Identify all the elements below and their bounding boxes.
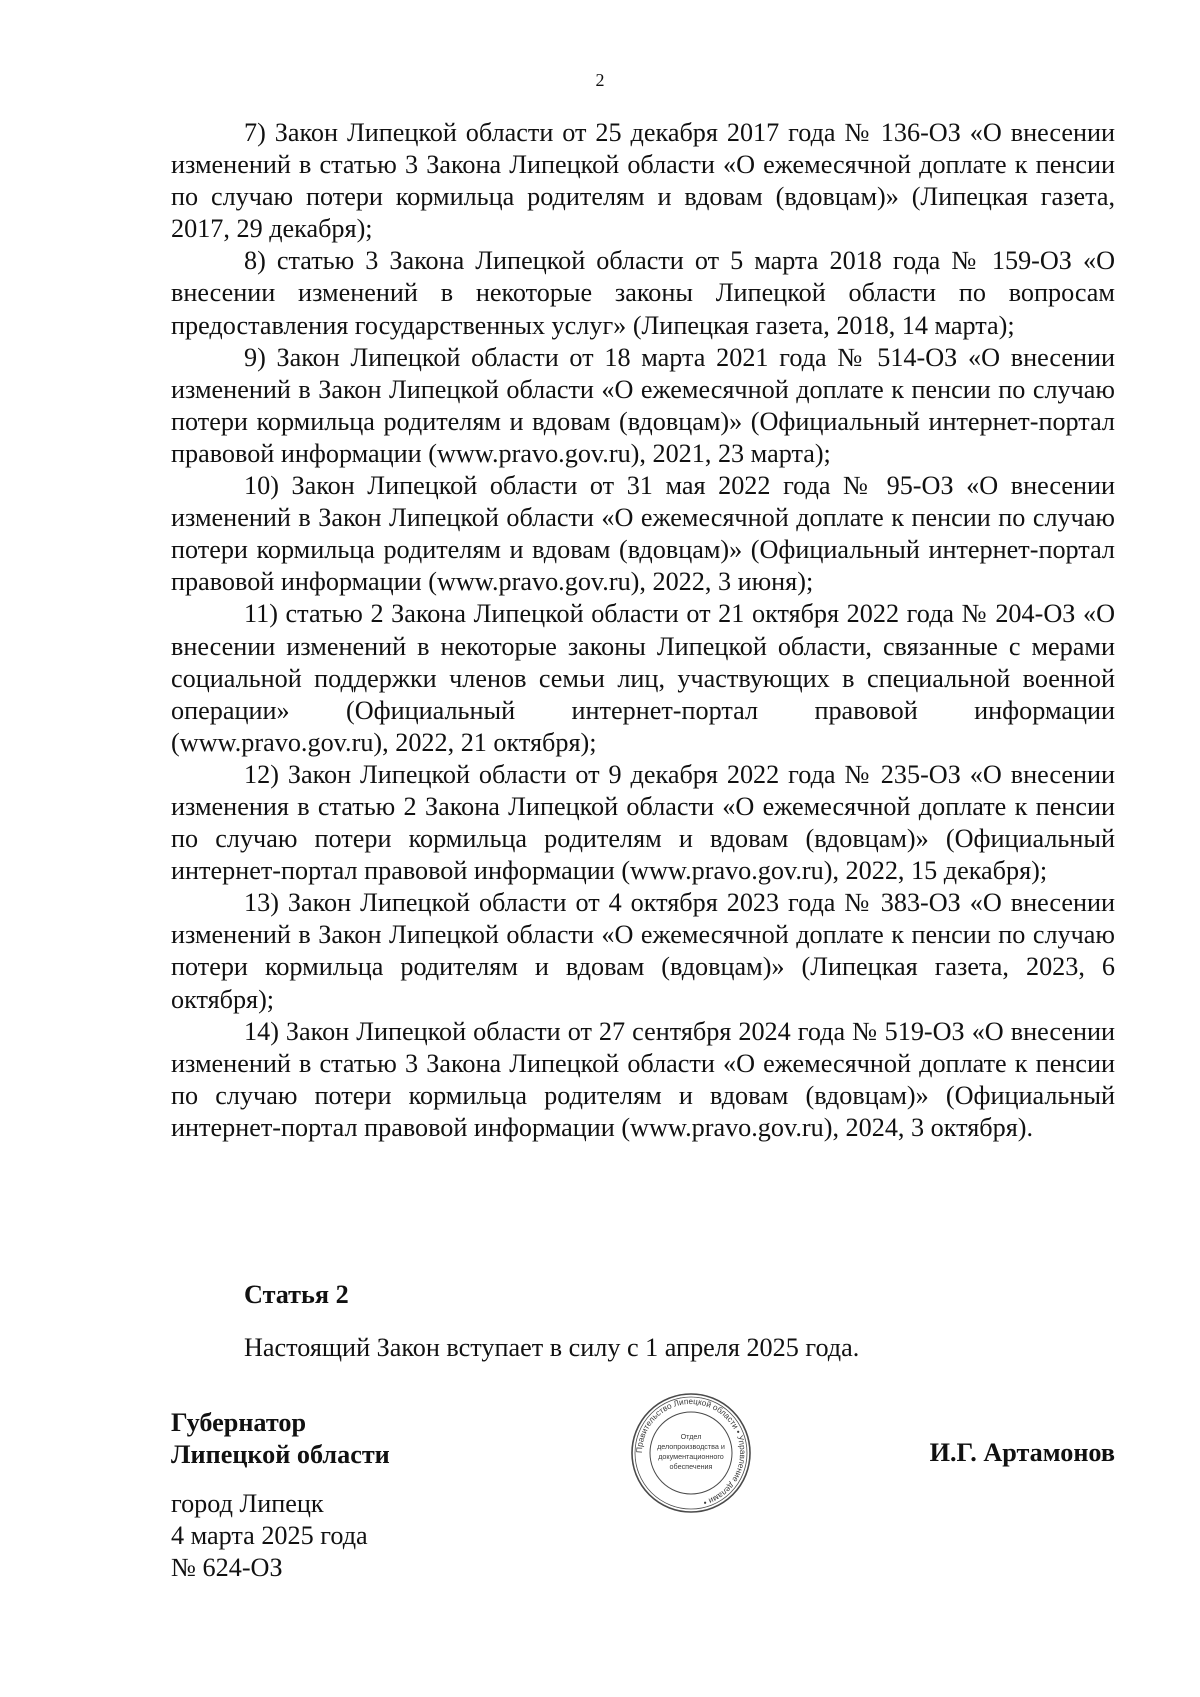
signatory-title-line2: Липецкой области xyxy=(171,1440,390,1469)
list-item: 12) Закон Липецкой области от 9 декабря 2022 года № 235-ОЗ «О внесении изменения в статью 2 Закона Липецкой области «О ежемесячной доплате к пенсии по случаю потери кормильца родителям и вдовам (вдовцам)» (Официальный интернет-портал правовой информации (www.pravo.gov.ru), 2022, 15 декабря); xyxy=(171,759,1115,886)
list-item: 11) статью 2 Закона Липецкой области от 21 октября 2022 года № 204-ОЗ «О внесении изменений в некоторые законы Липецкой области, связанные с мерами социальной поддержки членов семьи лиц, участвующих в специальной военной операции» (Официальный интернет-портал правовой информации (www.pravo.gov.ru), 2022, 21 октября); xyxy=(171,599,1115,757)
page-number: 2 xyxy=(595,70,605,90)
seal-icon xyxy=(630,1392,752,1514)
seal-line-2: делопроизводства и xyxy=(657,1442,725,1451)
list-item: 10) Закон Липецкой области от 31 мая 2022 года № 95-ОЗ «О внесении изменений в Закон Липецкой области «О ежемесячной доплате к пенсии по случаю потери кормильца родителям и вдовам (вдовцам)» (Официальный интернет-портал правовой информации (www.pravo.gov.ru), 2022, 3 июня); xyxy=(171,471,1115,597)
signatory-title-line1: Губернатор xyxy=(171,1408,307,1437)
official-seal xyxy=(630,1392,752,1514)
signatory-title xyxy=(171,1407,390,1471)
list-item: 13) Закон Липецкой области от 4 октября 2023 года № 383-ОЗ «О внесении изменений в Закон Липецкой области «О ежемесячной доплате к пенсии по случаю потери кормильца родителям и вдовам (вдовцам)» (Липецкая газета, 2023, 6 октября); xyxy=(171,888,1115,1014)
signing-date: 4 марта 2025 года xyxy=(171,1521,368,1550)
place-date-block xyxy=(171,1488,368,1584)
law-number: № 624-ОЗ xyxy=(171,1553,283,1582)
seal-outer-text: Правительство Липецкой области • Управление делами • xyxy=(634,1396,748,1508)
signatory-name: И.Г. Артамонов xyxy=(929,1438,1115,1467)
list-item: 14) Закон Липецкой области от 27 сентября 2024 года № 519-ОЗ «О внесении изменений в статью 3 Закона Липецкой области «О ежемесячной доплате к пенсии по случаю потери кормильца родителям и вдовам (вдовцам)» (Официальный интернет-портал правовой информации (www.pravo.gov.ru), 2024, 3 октября). xyxy=(171,1016,1115,1142)
seal-line-1: Отдел xyxy=(680,1432,702,1441)
list-item: 9) Закон Липецкой области от 18 марта 2021 года № 514-ОЗ «О внесении изменений в Закон Липецкой области «О ежемесячной доплате к пенсии по случаю потери кормильца родителям и вдовам (вдовцам)» (Официальный интернет-портал правовой информации (www.pravo.gov.ru), 2021, 23 марта); xyxy=(171,342,1115,468)
article-title: Статья 2 xyxy=(244,1280,349,1309)
list-item: 7) Закон Липецкой области от 25 декабря 2017 года № 136-ОЗ «О внесении изменений в статью 3 Закона Липецкой области «О ежемесячной доплате к пенсии по случаю потери кормильца родителям и вдовам (вдовцам)» (Липецкая газета, 2017, 29 декабря); xyxy=(171,118,1115,244)
city: город Липецк xyxy=(171,1489,324,1518)
list-item: 8) статью 3 Закона Липецкой области от 5 марта 2018 года № 159-ОЗ «О внесении изменений в некоторые законы Липецкой области по вопросам предоставления государственных услуг» (Липецкая газета, 2018, 14 марта); xyxy=(171,246,1115,340)
seal-line-3: документационного xyxy=(658,1452,724,1461)
seal-line-4: обеспечения xyxy=(669,1462,713,1471)
law-list xyxy=(171,117,1115,1144)
article-text: Настоящий Закон вступает в силу с 1 апреля 2025 года. xyxy=(244,1333,860,1362)
